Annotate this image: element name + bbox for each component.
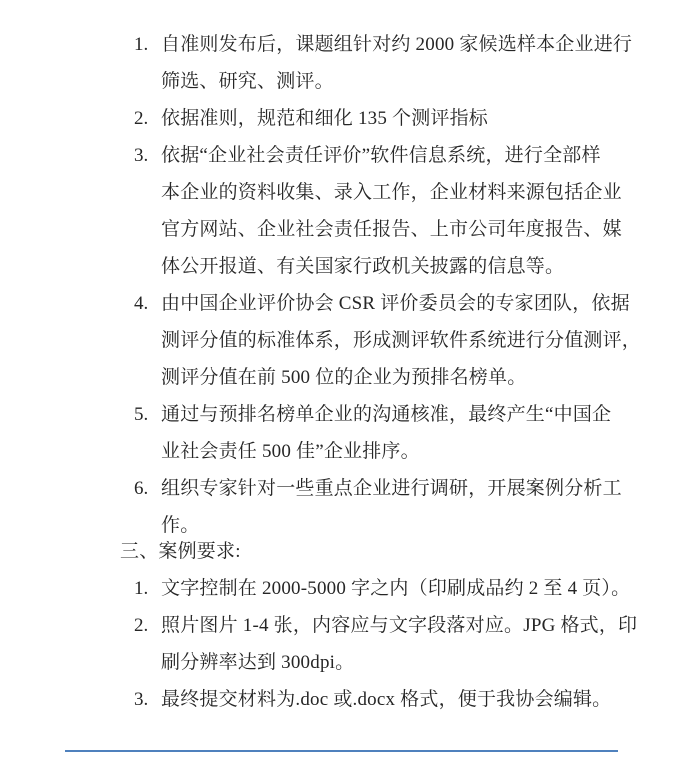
text-line: 依据准则，规范和细化 135 个测评指标 <box>161 108 489 129</box>
list-item-text <box>161 137 681 285</box>
list-item-number: 5. <box>134 404 149 425</box>
text-line: 通过与预排名榜单企业的沟通核准，最终产生“中国企 <box>161 404 612 425</box>
text-line: 组织专家针对一些重点企业进行调研，开展案例分析工 <box>161 478 622 499</box>
list-item-number: 1. <box>134 578 149 599</box>
list-item-number: 3. <box>134 145 149 166</box>
list-item <box>134 137 681 285</box>
text-line: 测评分值在前 500 位的企业为预排名榜单。 <box>161 367 527 388</box>
list-item <box>134 681 681 718</box>
list-item-text <box>161 285 681 396</box>
text-line: 筛选、研究、测评。 <box>161 71 334 92</box>
text-line: 由中国企业评价协会 CSR 评价委员会的专家团队，依据 <box>161 293 630 314</box>
text-line: 依据“企业社会责任评价”软件信息系统，进行全部样 <box>161 145 601 166</box>
list-item <box>134 26 681 100</box>
list-item-number: 2. <box>134 615 149 636</box>
methodology-list <box>120 26 681 544</box>
list-item-text <box>161 100 681 137</box>
list-item <box>134 100 681 137</box>
text-line: 刷分辨率达到 300dpi。 <box>161 652 355 673</box>
list-item-text <box>161 570 681 607</box>
text-line: 本企业的资料收集、录入工作，企业材料来源包括企业 <box>161 182 622 203</box>
footer-separator-rule <box>65 750 618 752</box>
list-item-text <box>161 26 681 100</box>
list-item <box>134 570 681 607</box>
list-item-number: 4. <box>134 293 149 314</box>
text-line: 体公开报道、有关国家行政机关披露的信息等。 <box>161 256 565 277</box>
list-item-number: 2. <box>134 108 149 129</box>
list-item-number: 1. <box>134 34 149 55</box>
text-line: 业社会责任 500 佳”企业排序。 <box>161 441 420 462</box>
list-item-text <box>161 681 681 718</box>
list-item <box>134 607 681 681</box>
list-item-number: 3. <box>134 689 149 710</box>
text-line: 文字控制在 2000-5000 字之内（印刷成品约 2 至 4 页）。 <box>161 578 631 599</box>
list-item-text <box>161 396 681 470</box>
text-line: 官方网站、企业社会责任报告、上市公司年度报告、媒 <box>161 219 622 240</box>
list-item-number: 6. <box>134 478 149 499</box>
section-heading: 三、案例要求: <box>120 541 241 562</box>
text-line: 照片图片 1-4 张，内容应与文字段落对应。JPG 格式，印 <box>161 615 638 636</box>
case-requirements-list <box>120 570 681 718</box>
text-line: 最终提交材料为.doc 或.docx 格式，便于我协会编辑。 <box>161 689 612 710</box>
text-line: 自准则发布后，课题组针对约 2000 家候选样本企业进行 <box>161 34 633 55</box>
text-line: 作。 <box>161 515 200 536</box>
text-line: 测评分值的标准体系，形成测评软件系统进行分值测评， <box>161 330 642 351</box>
list-item <box>134 285 681 396</box>
list-item-text <box>161 607 681 681</box>
list-item <box>134 396 681 470</box>
